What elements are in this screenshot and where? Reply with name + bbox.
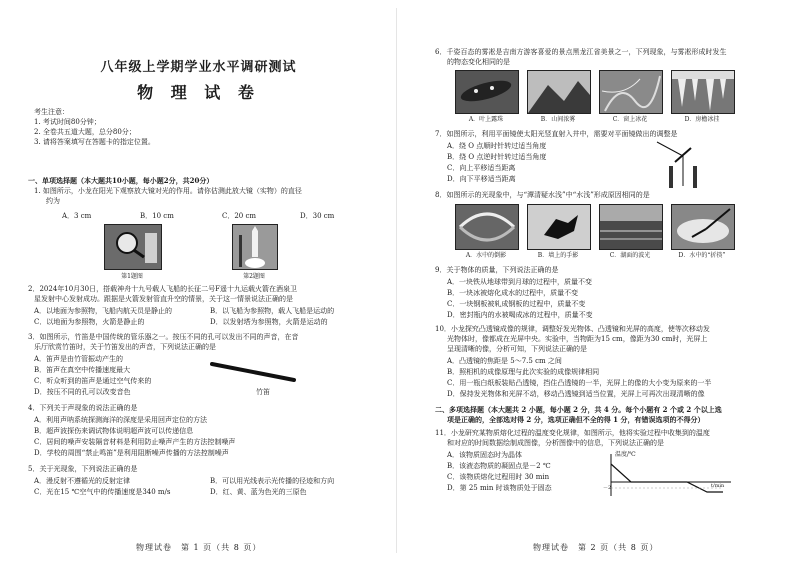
option: A．笛声是由竹管振动产生的 [34, 355, 124, 363]
page-footer: 物理试卷 第 2 页（共 8 页） [533, 543, 659, 552]
question-text: 7．如图所示，利用平面镜使太阳光竖直射入井中，需要对平面镜做出的调整是 [435, 130, 678, 138]
lake-photo [599, 204, 663, 250]
option: B．超声波探伤来调试物体说明超声波可以传递信息 [34, 427, 194, 435]
option: C．听众听到的笛声是通过空气传来的 [34, 377, 152, 385]
option: D．按压不同的孔可以改变音色 [34, 388, 131, 396]
mountain-icon [528, 71, 590, 113]
hand-shadow-photo [527, 204, 591, 250]
icicle-icon [672, 71, 734, 113]
option: D．向下平移适当距离 [447, 175, 516, 183]
option: B．该液态物质的凝固点是－2 ℃ [447, 462, 551, 470]
dew-photo [455, 70, 519, 114]
flute-icon [208, 358, 298, 388]
leaf-icon [456, 71, 518, 113]
section-heading: 一、单项选择题（本大题共10小题，每小题2分，共20分） [28, 176, 214, 185]
rocket-icon [233, 225, 277, 269]
notice-line: 3. 请将答案填写在答题卡的指定位置。 [34, 138, 155, 146]
image-caption: D．水中的“折筷” [678, 252, 726, 259]
question-text: 9．关于物体的质量，下列说法正确的是 [435, 266, 559, 274]
option: B．以飞船为参照物，载人飞船是运动的 [210, 307, 335, 315]
question-text: 4．下列关于声现象的说法正确的是 [28, 404, 138, 412]
bridge-reflection-photo [455, 204, 519, 250]
fog-photo [527, 70, 591, 114]
option: B．照相机的成像原理与此次实验的成像规律相同 [447, 368, 600, 376]
notice-line: 2. 全卷共五道大题，总分80分； [34, 128, 136, 136]
rocket-photo [232, 224, 278, 270]
page-footer: 物理试卷 第 1 页（共 8 页） [136, 543, 262, 552]
option: A．绕 O 点顺时针转过适当角度 [447, 142, 547, 150]
frost-photo [599, 70, 663, 114]
question-text: 3．如图所示，竹笛是中国传统的管乐器之一。按压不同的孔可以发出不同的声音，在音 [28, 333, 299, 341]
question-text: 11．小龙研究某物质熔化过程的温度变化规律，如图所示，他将实验过程中收集到的温度 [435, 429, 710, 437]
option: A．利用声呐系统探测海洋的深度是采用回声定位的方法 [34, 416, 208, 424]
notice-title: 考生注意： [34, 108, 69, 116]
question-text: 呈现清晰的像，分析可知，下列说法正确的是 [447, 345, 587, 353]
option: B．可以用光线表示光传播的径迹和方向 [210, 477, 335, 485]
frost-icon [600, 71, 662, 113]
question-text: 光物体时，像都成在光屏中央。实验中，当物距为15 cm，像距为30 cm时，光屏上 [447, 335, 708, 343]
option: C．居间的噪声安装隔音材料是利用防止噪声产生的方法控制噪声 [34, 438, 236, 446]
figure-caption: 第2题图 [243, 273, 265, 280]
option: D．密封瓶内的水被喝成冰的过程中，质量不变 [447, 311, 593, 319]
bowl-icon [672, 205, 734, 249]
figure-caption: 第1题图 [121, 273, 143, 280]
mirror-well-diagram [655, 138, 711, 188]
section-heading: 项是正确的，全部选对得 2 分，选项正确但不全的得 1 分，有错误选项的不得分） [447, 415, 705, 424]
chopstick-bowl-photo [671, 204, 735, 250]
exam-subject: 物 理 试 卷 [137, 83, 260, 102]
option: A．该物质固态时为晶体 [447, 451, 523, 459]
option: D．30 cm [300, 212, 335, 220]
page-2 [397, 0, 794, 561]
hand-shadow-icon [528, 205, 590, 249]
option: C．光在15 ℃空气中的传播速度是340 m/s [34, 488, 171, 496]
option: C．一块钢板被轧成钢板的过程中，质量不变 [447, 300, 586, 308]
question-text: 6．千姿百态的雾凇是吉南方游客喜爱的景点黑龙江省美景之一，下列现象，与雾凇形成时发生 [435, 48, 727, 56]
option: A．凸透镜的焦距是 5～7.5 cm 之间 [447, 357, 562, 365]
option: C．向上平移适当距离 [447, 164, 516, 172]
magnifier-icon [105, 225, 161, 269]
magnifier-photo [104, 224, 162, 270]
option: D．保持发光物体和光屏不动，移动凸透镜到适当位置，光屏上可再次出现清晰的像 [447, 390, 705, 398]
question-text: 星发射中心发射成功。跟据是火箭发射管直升空的情景，关于这一情景说法正确的是 [34, 295, 293, 303]
option: B．10 cm [140, 212, 174, 220]
question-text: 2．2024年10月30日，搭载神舟十九号载人飞船的长征二号F遥十九运载火箭在酒泉卫 [28, 285, 297, 293]
question-text: 10．小龙探究凸透镜成像的规律，调整好发光物体、凸透镜和光屏的高度，使等次移动发 [435, 325, 710, 333]
image-caption: C．窗上冰花 [612, 116, 648, 123]
option: D．第 25 min 时该物质处于固态 [447, 484, 552, 492]
option: A．3 cm [62, 212, 92, 220]
question-text: 8．如图所示的光现象中，与“潭清疑水浅”中“水浅”形成原因相同的是 [435, 191, 650, 199]
question-text: 和对应的时间数据绘制成图像，分析图像中的信息，下列说法正确的是 [447, 439, 664, 447]
option: C．以地面为参照物，火箭是静止的 [34, 318, 145, 326]
image-caption: B．墙上的手影 [537, 252, 579, 259]
graph-x-label: t/min [711, 483, 725, 489]
image-caption: A．水中的倒影 [465, 252, 507, 259]
question-text: 5．关于光现象，下列说法正确的是 [28, 465, 138, 473]
graph-y-tick: －2 [603, 485, 612, 491]
image-caption: C．湖面的波光 [609, 252, 651, 259]
bridge-icon [456, 205, 518, 249]
exam-title: 八年级上学期学业水平调研测试 [100, 60, 297, 75]
option: B．绕 O 点逆时针转过适当角度 [447, 153, 547, 161]
section-heading: 二、多项选择题（本大题共 2 小题，每小题 2 分，共 4 分。每个小题有 2 个或 2 个以上选 [435, 405, 722, 414]
image-caption: A．叶上露珠 [468, 116, 504, 123]
question-text: 1. 如图所示，小龙在阳光下观察放大镜对光的作用。请你估测此放大镜（实物）的直径 [34, 187, 302, 195]
graph-y-label: 温度/℃ [615, 451, 636, 458]
flute-label: 竹笛 [256, 388, 270, 396]
option: A．以地面为参照物，飞船内航天员是静止的 [34, 307, 173, 315]
temperature-graph [603, 452, 733, 498]
option: B．笛声在真空中传播速度最大 [34, 366, 131, 374]
option: A．漫反射不遵循光的反射定律 [34, 477, 131, 485]
image-caption: D．房檐冰挂 [684, 116, 720, 123]
option: D．学校的周围“禁止鸣笛”是利用阻断噪声传播的方法控制噪声 [34, 449, 229, 457]
notice-line: 1. 考试时间80分钟； [34, 118, 101, 126]
icicle-photo [671, 70, 735, 114]
question-text: 的物态变化相同的是 [447, 58, 510, 66]
question-text: 约为 [46, 197, 60, 205]
option: D．红、黄、蓝为色光的三原色 [210, 488, 307, 496]
image-caption: B．山间浓雾 [540, 116, 576, 123]
question-text: 乐厅欣赏竹笛时，关于竹笛发出的声音，下列说法正确的是 [34, 343, 216, 351]
option: A．一块铁从地球带到月球的过程中，质量不变 [447, 278, 593, 286]
option: C．20 cm [222, 212, 257, 220]
lake-icon [600, 205, 662, 249]
option: C．用一瓶白纸板装贴凸透镜，挡住凸透镜的一半，光屏上的像的大小变为原来的一半 [447, 379, 712, 387]
option: B．一块冰被熔化成水的过程中，质量不变 [447, 289, 579, 297]
option: C．该物质熔化过程用时 30 min [447, 473, 550, 481]
option: D．以发射塔为参照物，火箭是运动的 [210, 318, 328, 326]
